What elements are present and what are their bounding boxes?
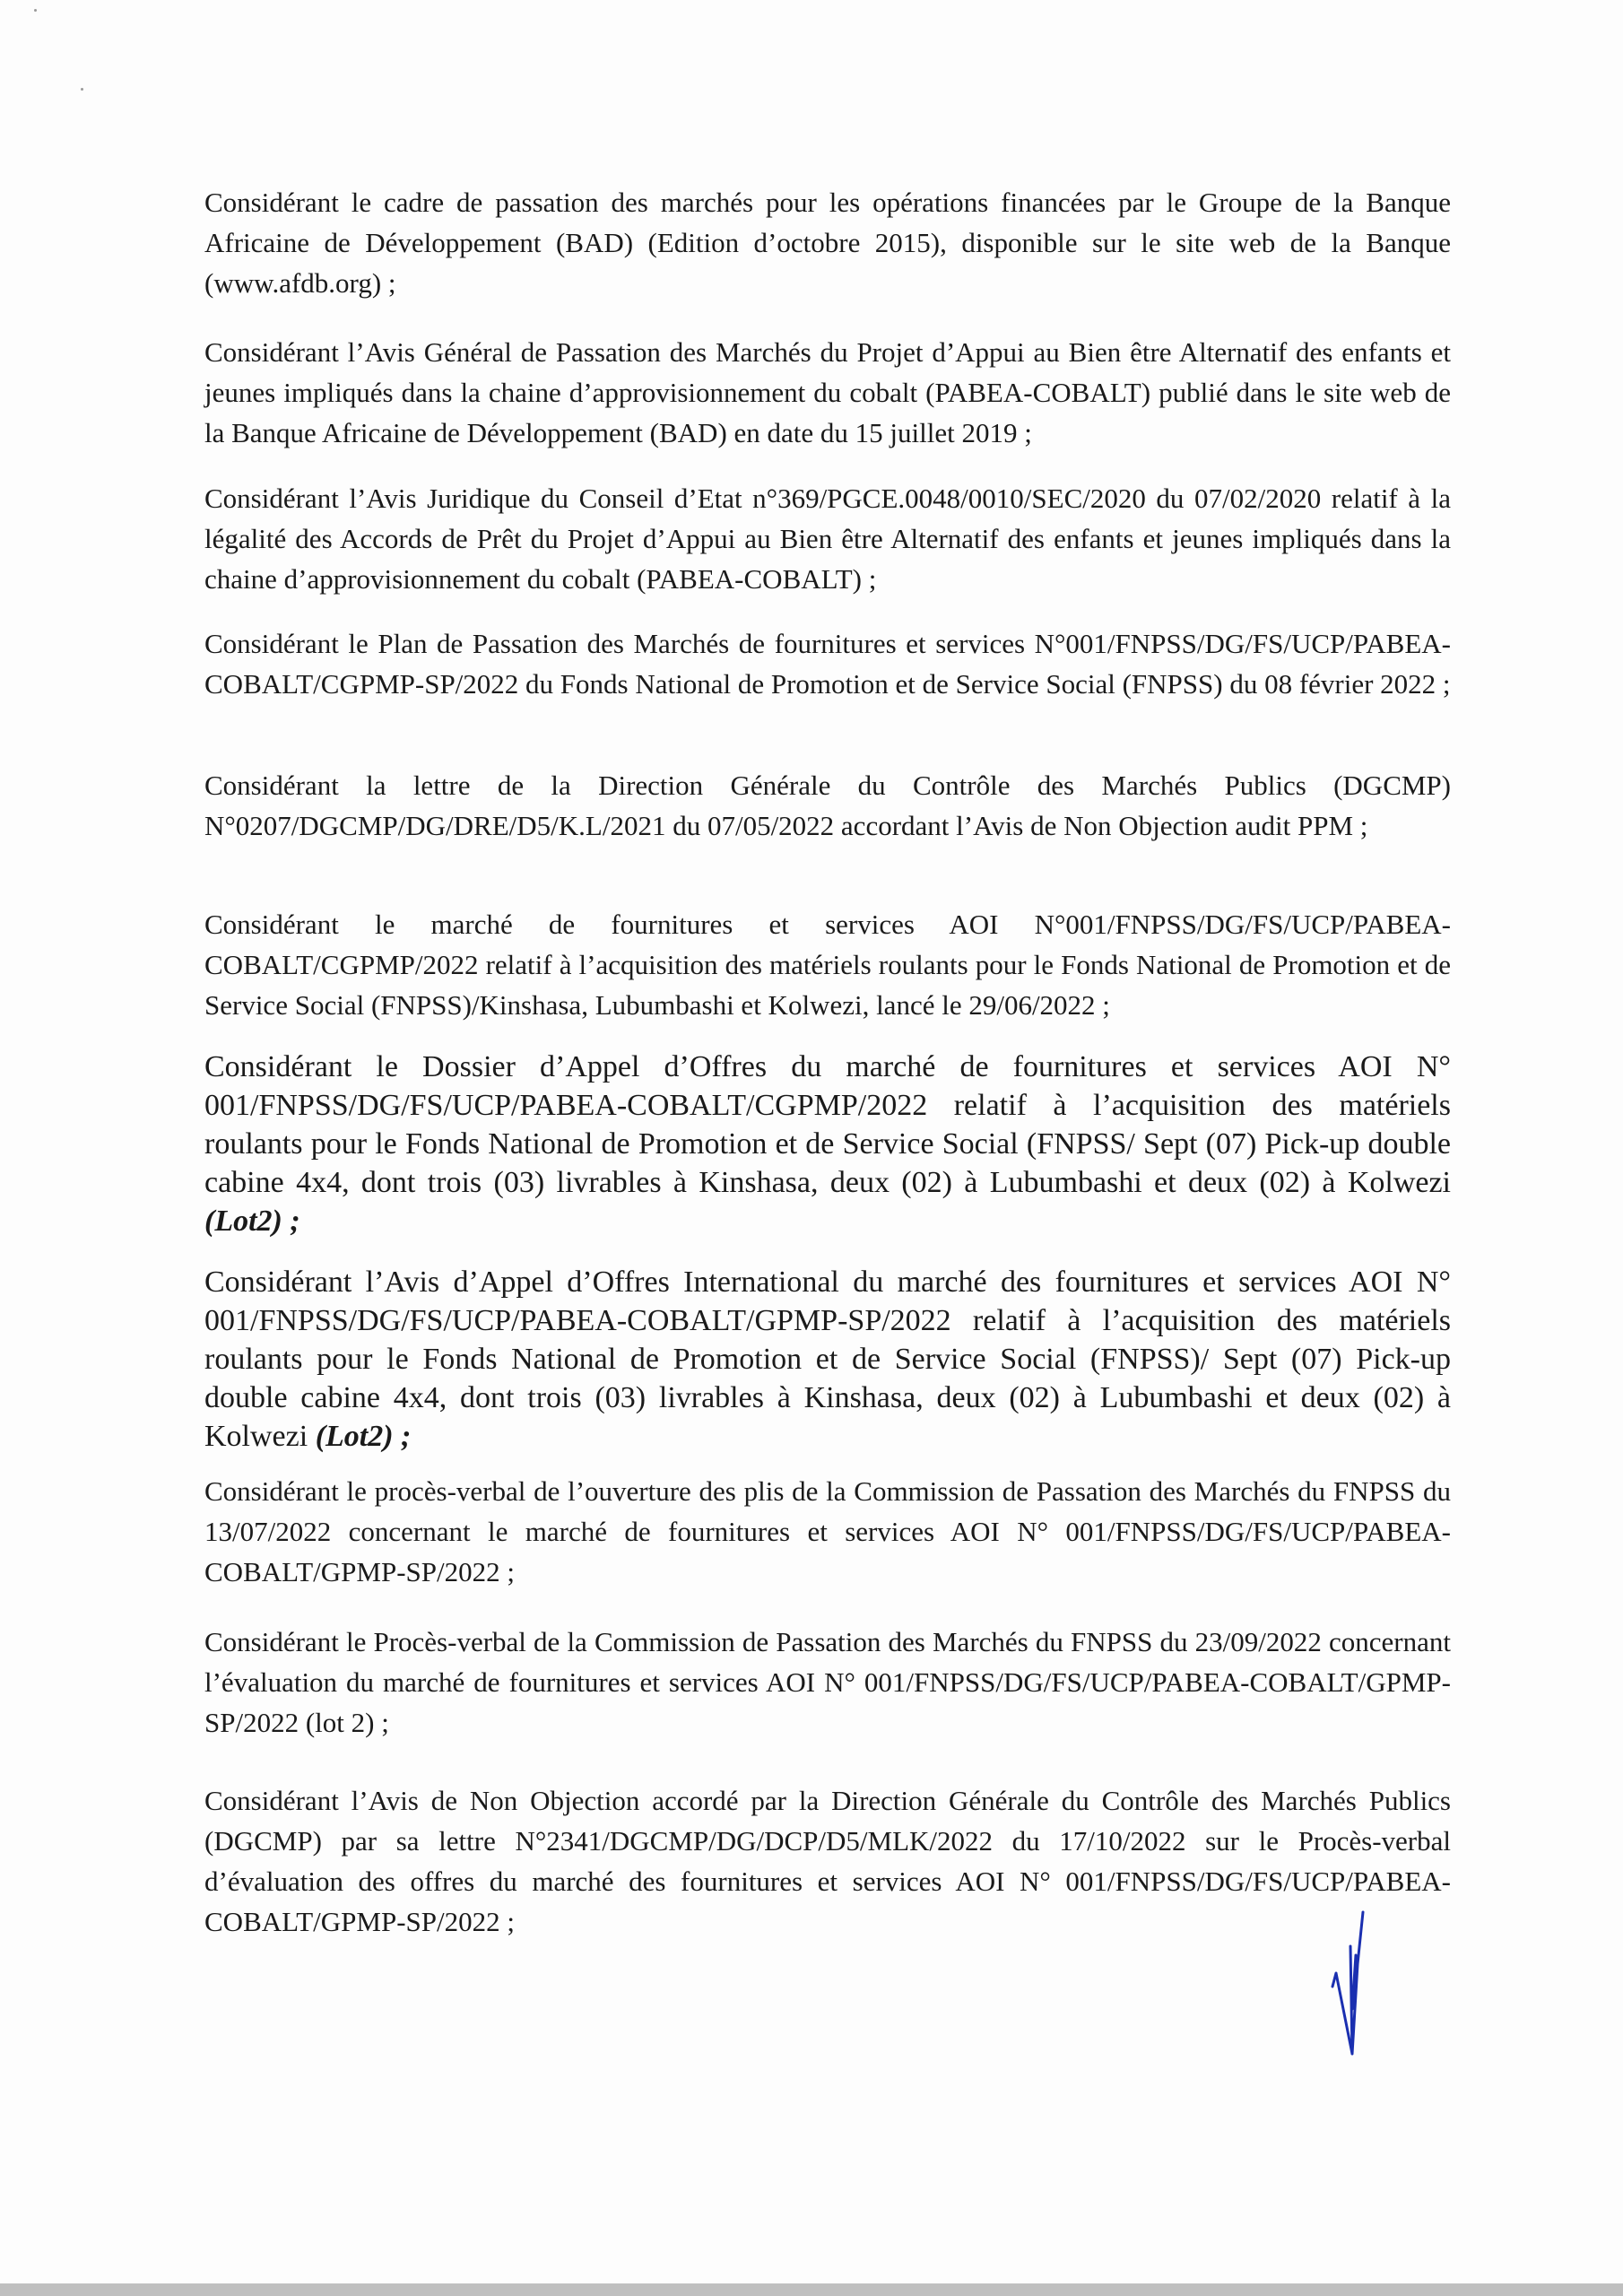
paragraph-dgcmp-letter [204,765,1451,846]
lot-emphasis: (Lot2) ; [315,1420,412,1453]
paragraph-non-objection [204,1780,1451,1942]
scan-speck [81,88,83,91]
scan-bottom-edge [0,2283,1623,2296]
paragraph-supply-contract [204,904,1451,1025]
paragraph-bad-framework [204,182,1451,303]
paragraph-legal-opinion [204,478,1451,599]
paragraph-text: Considérant le Dossier d’Appel d’Offres du marché de fournitures et services AOI N° 001/FNPSS/DG/FS/UCP/PABEA-COBALT/CGPMP/2022 relatif à l’acquisition des matériels roulants pour le Fonds National de Promotion et de Service Social (FNPSS/ Sept (07) Pick-up double cabine 4x4, dont trois (03) livrables à Kinshasa, deux (02) à Lubumbashi et deux (02) à Kolwezi [204,1050,1451,1199]
paragraph-text: Considérant l’Avis Général de Passation des Marchés du Projet d’Appui au Bien être Alternatif des enfants et jeunes impliqués dans la chaine d’approvisionnement du cobalt (PABEA-COBALT) publié dans le site web de la Banque Africaine de Développement (BAD) en date du 15 juillet 2019 ; [204,336,1451,448]
paragraph-text: Considérant l’Avis d’Appel d’Offres International du marché des fournitures et services AOI N° 001/FNPSS/DG/FS/UCP/PABEA-COBALT/GPMP-SP/2022 relatif à l’acquisition des matériels roulants pour le Fonds National de Promotion et de Service Social (FNPSS)/ Sept (07) Pick-up double cabine 4x4, dont trois (03) livrables à Kinshasa, deux (02) à Lubumbashi et deux (02) à Kolwezi [204,1265,1451,1453]
paragraph-text: Considérant la lettre de la Direction Générale du Contrôle des Marchés Publics (DGCMP) N°0207/DGCMP/DG/DRE/D5/K.L/2021 du 07/05/2022 accordant l’Avis de Non Objection audit PPM ; [204,770,1451,841]
paragraph-text: Considérant l’Avis Juridique du Conseil d’Etat n°369/PGCE.0048/0010/SEC/2020 du 07/02/2020 relatif à la légalité des Accords de Prêt du Projet d’Appui au Bien être Alternatif des enfants et jeunes impliqués dans la chaine d’approvisionnement du cobalt (PABEA-COBALT) ; [204,483,1451,595]
paragraph-evaluation-report [204,1622,1451,1743]
paragraph-tender-dossier [204,1048,1451,1240]
paragraph-international-tender [204,1263,1451,1456]
lot-emphasis: (Lot2) ; [204,1205,300,1238]
paragraph-text: Considérant le cadre de passation des marchés pour les opérations financées par le Groupe de la Banque Africaine de Développement (BAD) (Edition d’octobre 2015), disponible sur le site web de la Banque (www.afdb.org) ; [204,187,1451,299]
initials-signature [1316,1910,1388,2063]
paragraph-text: Considérant le Plan de Passation des Marchés de fournitures et services N°001/FNPSS/DG/FS/UCP/PABEA-COBALT/CGPMP-SP/2022 du Fonds National de Promotion et de Service Social (FNPSS) du 08 février 2022 ; [204,628,1451,700]
paragraph-text: Considérant le procès-verbal de l’ouverture des plis de la Commission de Passation des Marchés du FNPSS du 13/07/2022 concernant le marché de fournitures et services AOI N° 001/FNPSS/DG/FS/UCP/PABEA-COBALT/GPMP-SP/2022 ; [204,1475,1451,1587]
paragraph-procurement-plan [204,623,1451,704]
paragraph-general-notice [204,332,1451,453]
paragraph-bid-opening [204,1471,1451,1592]
paragraph-text: Considérant le marché de fournitures et services AOI N°001/FNPSS/DG/FS/UCP/PABEA-COBALT/CGPMP/2022 relatif à l’acquisition des matériels roulants pour le Fonds National de Promotion et de Service Social (FNPSS)/Kinshasa, Lubumbashi et Kolwezi, lancé le 29/06/2022 ; [204,909,1451,1021]
scan-speck [34,9,37,12]
paragraph-text: Considérant le Procès-verbal de la Commission de Passation des Marchés du FNPSS du 23/09/2022 concernant l’évaluation du marché de fournitures et services AOI N° 001/FNPSS/DG/FS/UCP/PABEA-COBALT/GPMP-SP/2022 (lot 2) ; [204,1626,1451,1738]
paragraph-text: Considérant l’Avis de Non Objection accordé par la Direction Générale du Contrôle des Marchés Publics (DGCMP) par sa lettre N°2341/DGCMP/DG/DCP/D5/MLK/2022 du 17/10/2022 sur le Procès-verbal d’évaluation des offres du marché des fournitures et services AOI N° 001/FNPSS/DG/FS/UCP/PABEA-COBALT/GPMP-SP/2022 ; [204,1785,1451,1937]
